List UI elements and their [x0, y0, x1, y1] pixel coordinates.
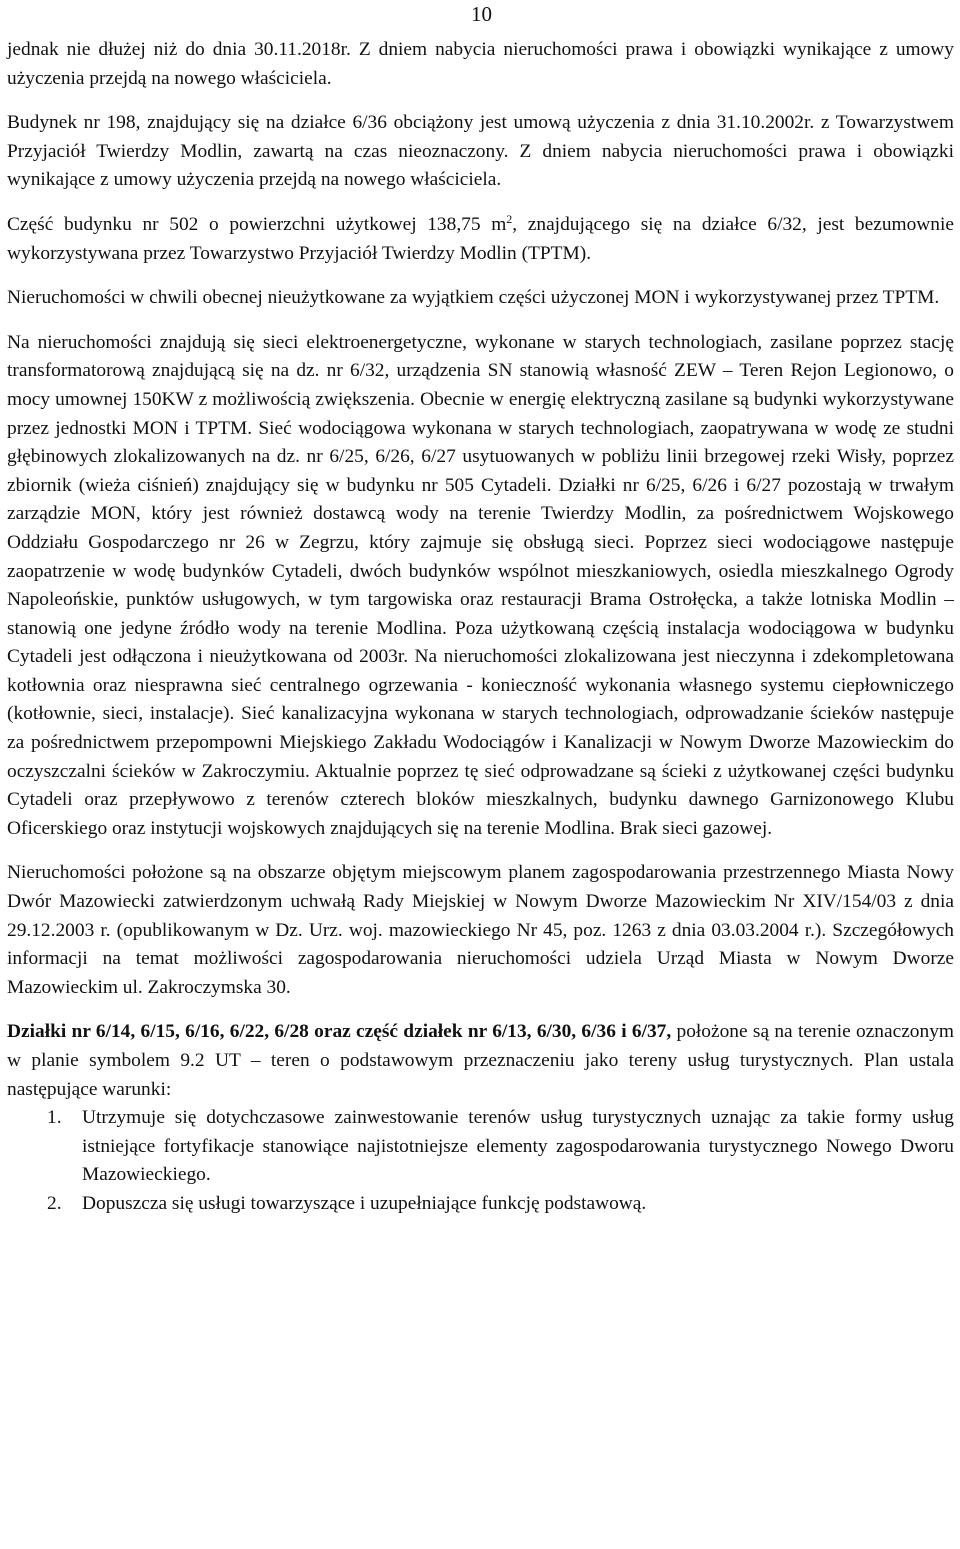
paragraph-7-bold: Działki nr 6/14, 6/15, 6/16, 6/22, 6/28 oraz część działek nr 6/13, 6/30, 6/36 i 6/37,	[7, 1021, 672, 1043]
superscript-2: 2	[506, 211, 513, 226]
paragraph-3	[7, 211, 954, 268]
paragraph-3-text-a: Część budynku nr 502 o powierzchni użytkowej 138,75 m	[7, 213, 507, 235]
paragraph-7-text: położone są na terenie oznaczonym w planie symbolem 9.2 UT – teren o podstawowym przeznaczeniu jako tereny usług turystycznych. Plan ustala następujące warunki:	[7, 1021, 954, 1100]
page-number: 10	[471, 2, 492, 26]
list-item-number: 1.	[47, 1107, 62, 1129]
paragraph-7	[7, 1018, 954, 1104]
paragraph-6: Nieruchomości położone są na obszarze objętym miejscowym planem zagospodarowania przestrzennego Miasta Nowy Dwór Mazowiecki zatwierdzonym uchwałą Rady Miejskiej w Nowym Dworze Mazowieckim Nr XIV/154/03 z dnia 29.12.2003 r. (opublikowanym w Dz. Urz. woj. mazowieckiego Nr 45, poz. 1263 z dnia 03.03.2004 r.). Szczegółowych informacji na temat możliwości zagospodarowania nieruchomości udziela Urząd Miasta w Nowym Dworze Mazowieckim ul. Zakroczymska 30.	[7, 862, 954, 998]
list-item-number: 2.	[47, 1192, 62, 1214]
document-body	[7, 36, 954, 1219]
list-item	[7, 1190, 954, 1219]
conditions-list	[7, 1104, 954, 1218]
paragraph-3-text-b: , znajdującego się na działce 6/32, jest bezumownie wykorzystywana przez Towarzystwo Przyjaciół Twierdzy Modlin (TPTM).	[7, 213, 954, 264]
paragraph-4: Nieruchomości w chwili obecnej nieużytkowane za wyjątkiem części użyczonej MON i wykorzystywanej przez TPTM.	[7, 287, 940, 309]
paragraph-5: Na nieruchomości znajdują się sieci elektroenergetyczne, wykonane w starych technologiach, zasilane poprzez stację transformatorową znajdującą się na dz. nr 6/32, urządzenia SN stanowią własność ZEW – Teren Rejon Legionowo, o mocy umownej 150KW z możliwością zwiększenia. Obecnie w energię elektryczną zasilane są budynki wykorzystywane przez jednostki MON i TPTM. Sieć wodociągowa wykonana w starych technologiach, zaopatrywana w wodę ze studni głębinowych zlokalizowanych na dz. nr 6/25, 6/26, 6/27 usytuowanych w pobliżu linii brzegowej rzeki Wisły, poprzez zbiornik (wieża ciśnień) znajdujący się w budynku nr 505 Cytadeli. Działki nr 6/25, 6/26 i 6/27 pozostają w trwałym zarządzie MON, który jest również dostawcą wody na terenie Twierdzy Modlin, za pośrednictwem Wojskowego Oddziału Gospodarczego nr 26 w Zegrzu, który zajmuje się obsługą sieci. Poprzez sieci wodociągowe następuje zaopatrzenie w wodę budynków Cytadeli, dwóch budynków wspólnot mieszkaniowych, osiedla mieszkalnego Ogrody Napoleońskie, punktów usługowych, w tym targowiska oraz restauracji Brama Ostrołęcka, a także lotniska Modlin – stanowią one jedyne źródło wody na terenie Modlina. Poza użytkowaną częścią instalacja wodociągowa w budynku Cytadeli jest odłączona i nieużytkowana od 2003r. Na nieruchomości zlokalizowana jest nieczynna i zdekompletowana kotłownia oraz niesprawna sieć centralnego ogrzewania - konieczność wykonania własnego systemu ciepłowniczego (kotłownie, sieci, instalacje). Sieć kanalizacyjna wykonana w starych technologiach, odprowadzanie ścieków następuje za pośrednictwem przepompowni Miejskiego Zakładu Wodociągów i Kanalizacji w Nowym Dworze Mazowieckim do oczyszczalni ścieków w Zakroczymiu. Aktualnie poprzez tę sieć odprowadzane są ścieki z użytkowanej części budynku Cytadeli oraz przepływowo z terenów czterech bloków mieszkalnych, budynku dawnego Garnizonowego Klubu Oficerskiego oraz instytucji wojskowych znajdujących się na terenie Modlina. Brak sieci gazowej.	[7, 331, 954, 839]
list-item-text: Utrzymuje się dotychczasowe zainwestowanie terenów usług turystycznych uznając za takie formy usług istniejące fortyfikacje stanowiące najistotniejsze elementy zagospodarowania turystycznego Nowego Dworu Mazowieckiego.	[82, 1107, 954, 1186]
list-item-text: Dopuszcza się usługi towarzyszące i uzupełniające funkcję podstawową.	[82, 1192, 647, 1214]
paragraph-2: Budynek nr 198, znajdujący się na działce 6/36 obciążony jest umową użyczenia z dnia 31.10.2002r. z Towarzystwem Przyjaciół Twierdzy Modlin, zawartą na czas nieoznaczony. Z dniem nabycia nieruchomości prawa i obowiązki wynikające z umowy użyczenia przejdą na nowego właściciela.	[7, 112, 954, 191]
paragraph-1: jednak nie dłużej niż do dnia 30.11.2018r. Z dniem nabycia nieruchomości prawa i obowiązki wynikające z umowy użyczenia przejdą na nowego właściciela.	[7, 39, 954, 89]
list-item	[7, 1104, 954, 1190]
